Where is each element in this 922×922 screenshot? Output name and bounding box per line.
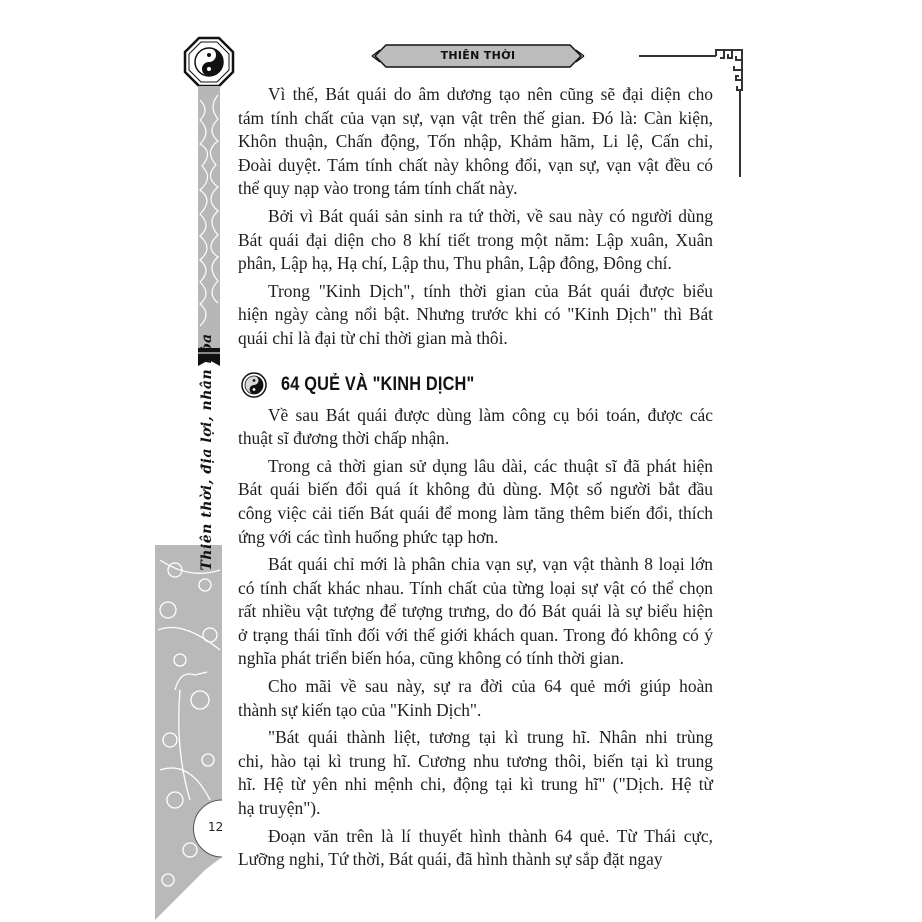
- text-line: Bát quái chỉ mới là phân chia vạn sự, vạn vật thành 8 loại lớn: [268, 554, 713, 575]
- text-line: thuật sĩ đương thời chấp nhận.: [238, 428, 450, 449]
- crane-illustration: [155, 545, 222, 920]
- paragraphs-before-heading: [238, 83, 713, 351]
- text-line: Đoài duyệt. Tám tính chất này không đổi, vạn sự, vạn vật đều có: [238, 154, 713, 175]
- text-line: thành sự kiến tạo của "Kinh Dịch".: [238, 699, 482, 720]
- running-header-title: THIÊN THỜI: [440, 49, 516, 62]
- paragraph: [238, 825, 713, 872]
- text-line: "Bát quái thành liệt, tương tại kì trung hĩ. Nhân nhi trùng: [268, 727, 713, 748]
- text-line: Về sau Bát quái được dùng làm công cụ bói toán, được các: [268, 404, 713, 425]
- page-number: 12: [208, 820, 224, 834]
- text-line: ở trạng thái tĩnh đối với thế giới khách quan. Trong đó không có ý: [238, 624, 713, 645]
- text-line: ứng với các tình huống phức tạp hơn.: [238, 526, 499, 547]
- text-line: rất nhiều vật tượng để tượng trưng, do đó Bát quái là sự biểu hiện: [238, 601, 713, 622]
- page-body: [238, 83, 713, 876]
- section-heading-text: 64 QUẺ VÀ "KINH DỊCH": [281, 374, 475, 396]
- text-line: hiện ngày càng nổi bật. Nhưng trước khi có "Kinh Dịch" thì Bát: [238, 304, 713, 325]
- paragraph: [238, 726, 713, 820]
- paragraph: [238, 205, 713, 276]
- section-heading: [238, 369, 713, 402]
- paragraph: [238, 83, 713, 201]
- text-line: Lưỡng nghi, Tứ thời, Bát quái, đã hình thành sự sắp đặt ngay: [238, 849, 663, 870]
- text-line: Bát quái biến đổi quá ít không đủ dùng. Một số người bắt đầu: [238, 479, 713, 500]
- text-line: nghĩa phát triển biến hóa, cũng không có tính thời gian.: [238, 648, 624, 669]
- text-line: phân, Lập hạ, Hạ chí, Lập thu, Thu phân, Lập đông, Đông chí.: [238, 253, 672, 274]
- text-line: Bởi vì Bát quái sản sinh ra tứ thời, về sau này có người dùng: [268, 205, 713, 226]
- text-line: tám tính chất của vạn sự, vạn vật trên thế gian. Đó là: Càn kiện,: [238, 107, 713, 128]
- text-line: có tính chất khác nhau. Tính chất của từng loại sự vật có thể chọn: [238, 577, 713, 598]
- text-line: Đoạn văn trên là lí thuyết hình thành 64 quẻ. Từ Thái cực,: [268, 825, 713, 846]
- calligraphy-text: Thiên thời, địa lợi, nhân hòa: [199, 333, 215, 571]
- yin-yang-icon: [185, 38, 233, 86]
- text-line: hĩ. Hệ từ yên nhi mệnh chi, động tại kì trung hĩ" ("Dịch. Hệ từ: [238, 774, 713, 795]
- text-line: Vì thế, Bát quái do âm dương tạo nên cũng sẽ đại diện cho: [268, 84, 713, 104]
- paragraph: [238, 404, 713, 451]
- paragraph: [238, 280, 713, 351]
- wave-strip-ornament: [198, 86, 220, 366]
- text-line: Khôn thuận, Chấn động, Tốn nhập, Khảm hãm, Li lệ, Cấn chỉ,: [238, 131, 713, 152]
- paragraph: [238, 675, 713, 722]
- text-line: hạ truyện").: [238, 798, 321, 819]
- section-yin-yang-icon: [241, 372, 267, 398]
- text-line: quái chỉ là đại từ chỉ thời gian mà thôi.: [238, 327, 508, 348]
- paragraph: [238, 553, 713, 671]
- text-line: Cho mãi về sau này, sự ra đời của 64 quẻ mới giúp hoàn: [268, 676, 713, 697]
- text-line: chi, hào tại kì trung hĩ. Cương nhu tương thôi, biến tại kì trung: [238, 750, 713, 771]
- paragraphs-after-heading: [238, 404, 713, 872]
- text-line: thể quy nạp vào trong tám tính chất này.: [238, 178, 518, 199]
- text-line: Trong cả thời gian sử dụng lâu dài, các thuật sĩ đã phát hiện: [268, 455, 713, 476]
- text-line: Trong "Kinh Dịch", tính thời gian của Bát quái được biểu: [268, 280, 713, 301]
- text-line: công việc cải tiến Bát quái để mong làm tăng thêm biến đổi, thích: [238, 502, 713, 523]
- paragraph: [238, 455, 713, 549]
- text-line: Bát quái đại diện cho 8 khí tiết trong một năm: Lập xuân, Xuân: [238, 229, 713, 250]
